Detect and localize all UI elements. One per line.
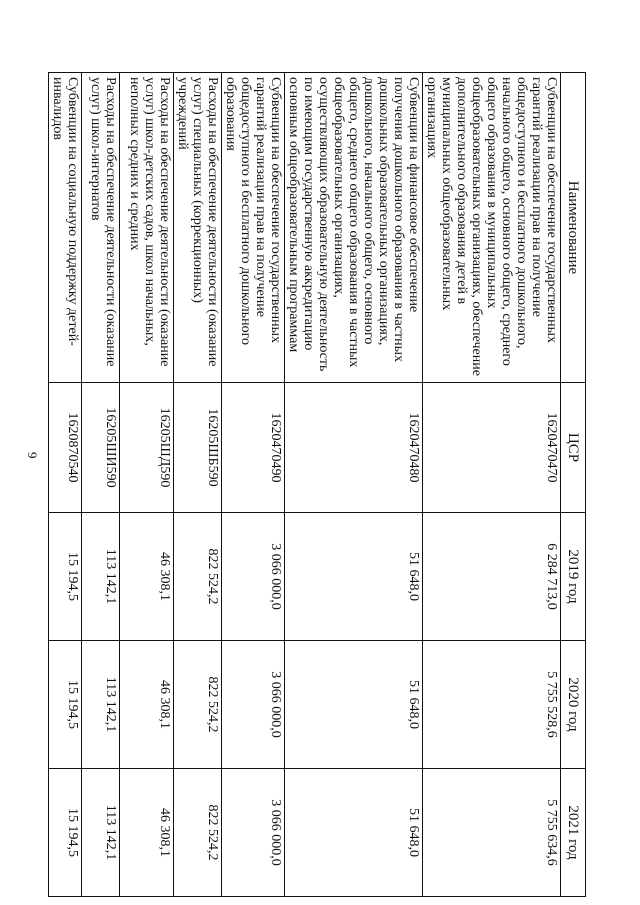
- row-name: Субвенции на финансовое обеспечение получения дошкольного образования в частных дошкольных образовательных организациях, дошкольного, начального общего, основного общего, среднего общего образования в частных общеобразовательных организациях, осуществляющих образовательную деятельность по имеющим государственную аккредитацию основным общеобразовательным программам: [285, 73, 423, 383]
- row-2019: 6 284 713,0: [423, 513, 561, 641]
- header-name: Наименование: [561, 73, 586, 383]
- header-2019: 2019 год: [561, 513, 586, 641]
- row-2021: 5 755 634,6: [423, 769, 561, 897]
- page-number: 9: [25, 452, 40, 459]
- row-2019: 51 648,0: [285, 513, 423, 641]
- row-2021: 3 066 000,0: [222, 769, 285, 897]
- row-2021: 113 142,1: [82, 769, 120, 897]
- row-2019: 46 308,1: [120, 513, 174, 641]
- row-2020: 3 066 000,0: [222, 641, 285, 769]
- table-row: [120, 73, 174, 897]
- row-2019: 822 524,2: [174, 513, 222, 641]
- row-2019: 113 142,1: [82, 513, 120, 641]
- header-2021: 2021 год: [561, 769, 586, 897]
- row-name: Субвенции на обеспечение государственных гарантий реализации прав на получение общедоступного и бесплатного дошкольного, начального общего, основного общего, среднего общего образования в муниципальных общеобразовательных организациях, обеспечение дополнительного образования детей в муниципальных общеобразовательных организациях: [423, 73, 561, 383]
- row-name: Субвенции на социальную поддержку детей-инвалидов: [49, 73, 82, 383]
- row-2020: 46 308,1: [120, 641, 174, 769]
- row-2020: 51 648,0: [285, 641, 423, 769]
- row-2019: 15 194,5: [49, 513, 82, 641]
- budget-table: [48, 72, 586, 897]
- row-2021: 15 194,5: [49, 769, 82, 897]
- header-2020: 2020 год: [561, 641, 586, 769]
- table-row: [49, 73, 82, 897]
- row-2021: 51 648,0: [285, 769, 423, 897]
- table-row: [174, 73, 222, 897]
- table-header-row: [561, 73, 586, 897]
- row-2021: 822 524,2: [174, 769, 222, 897]
- header-code: ЦСР: [561, 383, 586, 513]
- row-code: 16205ШБ590: [174, 383, 222, 513]
- row-code: 1620870540: [49, 383, 82, 513]
- row-code: 1620470490: [222, 383, 285, 513]
- table-row: [423, 73, 561, 897]
- table-row: [285, 73, 423, 897]
- row-name: Расходы на обеспечение деятельности (оказание услуг) школ-детских садов, школ начальных, неполных средних и средних: [120, 73, 174, 383]
- row-2020: 15 194,5: [49, 641, 82, 769]
- row-2021: 46 308,1: [120, 769, 174, 897]
- row-code: 16205ШИ590: [82, 383, 120, 513]
- table-row: [82, 73, 120, 897]
- rotated-table-wrapper: [50, 72, 586, 897]
- row-2019: 3 066 000,0: [222, 513, 285, 641]
- row-name: Расходы на обеспечение деятельности (оказание услуг) специальных (коррекционных) учреждений: [174, 73, 222, 383]
- row-name: Субвенции на обеспечение государственных гарантий реализации прав на получение общедоступного и бесплатного дошкольного образования: [222, 73, 285, 383]
- row-2020: 5 755 528,6: [423, 641, 561, 769]
- row-code: 16205ШД590: [120, 383, 174, 513]
- table-row: [222, 73, 285, 897]
- row-name: Расходы на обеспечение деятельности (оказание услуг) школ-интернатов: [82, 73, 120, 383]
- row-2020: 822 524,2: [174, 641, 222, 769]
- row-code: 1620470470: [423, 383, 561, 513]
- row-2020: 113 142,1: [82, 641, 120, 769]
- row-code: 1620470480: [285, 383, 423, 513]
